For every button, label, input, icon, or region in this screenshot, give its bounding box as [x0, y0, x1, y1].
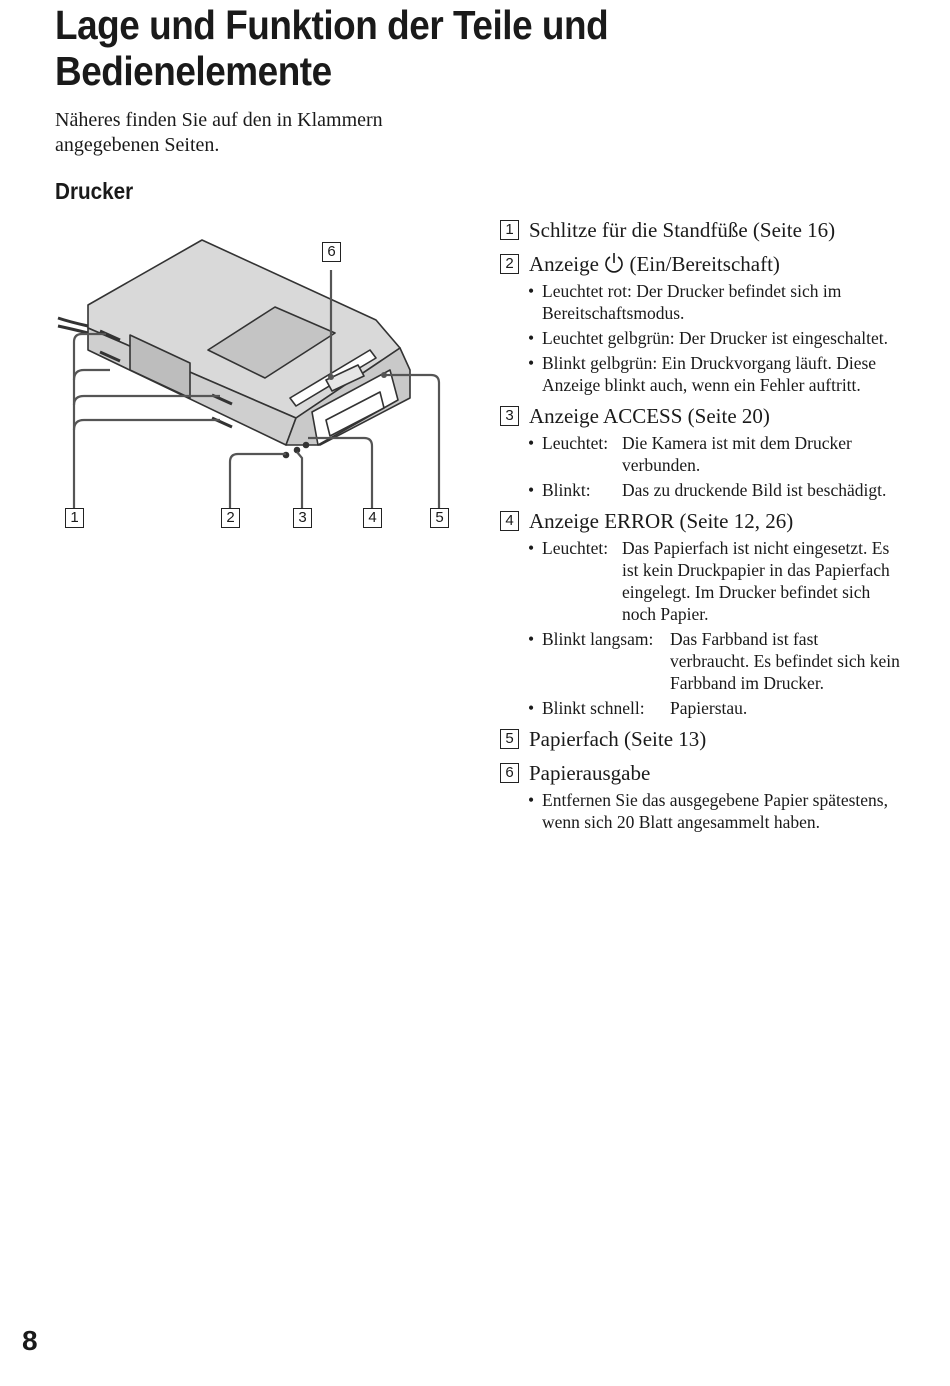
status-key: • Blinkt schnell: — [542, 698, 645, 718]
legend-entry-5 — [500, 725, 900, 753]
status-item — [528, 628, 900, 694]
legend-entry-6 — [500, 759, 900, 833]
status-value: Papierstau. — [670, 698, 748, 718]
power-icon — [604, 252, 624, 274]
callout-2: 2 — [221, 508, 240, 528]
legend-label-6: Papierausgabe — [529, 761, 651, 785]
callout-1: 1 — [65, 508, 84, 528]
status-item — [528, 537, 900, 625]
status-item — [528, 697, 900, 719]
legend-label-2-post: (Ein/Bereitschaft) — [629, 252, 780, 276]
callout-4: 4 — [363, 508, 382, 528]
page-number: 8 — [22, 1325, 38, 1356]
parts-legend — [500, 216, 900, 839]
legend-number-1: 1 — [500, 220, 519, 240]
status-key: • Blinkt langsam: — [542, 629, 654, 649]
printer-illustration — [50, 230, 470, 540]
legend-number-3: 3 — [500, 406, 519, 426]
legend-number-2: 2 — [500, 254, 519, 274]
legend-entry-3 — [500, 402, 900, 501]
intro-text: Näheres finden Sie auf den in Klammern angegebenen Seiten. — [55, 109, 383, 156]
legend-label-5: Papierfach (Seite 13) — [529, 727, 707, 751]
legend-number-5: 5 — [500, 729, 519, 749]
page-title: Lage und Funktion der Teile und Bedienelemente — [55, 2, 609, 94]
callout-5: 5 — [430, 508, 449, 528]
legend-label-2-pre: Anzeige — [529, 252, 599, 276]
status-item — [528, 432, 900, 476]
bullet-item: • Leuchtet gelbgrün: Der Drucker ist eingeschaltet. — [528, 327, 900, 349]
bullet-item: • Blinkt gelbgrün: Ein Druckvorgang läuft. Diese Anzeige blinkt auch, wenn ein Fehler auftritt. — [528, 352, 900, 396]
legend-number-6: 6 — [500, 763, 519, 783]
status-value: Die Kamera ist mit dem Drucker verbunden. — [622, 433, 852, 475]
legend-number-4: 4 — [500, 511, 519, 531]
status-value: Das Farbband ist fast verbraucht. Es befindet sich kein Farbband im Drucker. — [670, 629, 900, 693]
callout-6: 6 — [322, 242, 341, 262]
legend-entry-1 — [500, 216, 900, 244]
status-item — [528, 479, 900, 501]
legend-label-3: Anzeige ACCESS (Seite 20) — [529, 404, 770, 428]
status-value: Das Papierfach ist nicht eingesetzt. Es ist kein Druckpapier in das Papierfach eingelegt. Im Drucker befindet sich noch Papier. — [622, 538, 890, 624]
bullet-item: • Leuchtet rot: Der Drucker befindet sich im Bereitschaftsmodus. — [528, 280, 900, 324]
legend-label-1: Schlitze für die Standfüße (Seite 16) — [529, 218, 836, 242]
bullet-item: • Entfernen Sie das ausgegebene Papier spätestens, wenn sich 20 Blatt angesammelt haben. — [528, 789, 900, 833]
legend-label-4: Anzeige ERROR (Seite 12, 26) — [529, 509, 794, 533]
printer-drawing — [50, 230, 470, 540]
status-key: • Leuchtet: — [542, 538, 609, 558]
section-heading: Drucker — [55, 178, 134, 204]
status-key: • Leuchtet: — [542, 433, 609, 453]
legend-entry-4 — [500, 507, 900, 719]
status-value: Das zu druckende Bild ist beschädigt. — [622, 480, 887, 500]
status-key: • Blinkt: — [542, 480, 591, 500]
callout-3: 3 — [293, 508, 312, 528]
legend-entry-2 — [500, 250, 900, 396]
